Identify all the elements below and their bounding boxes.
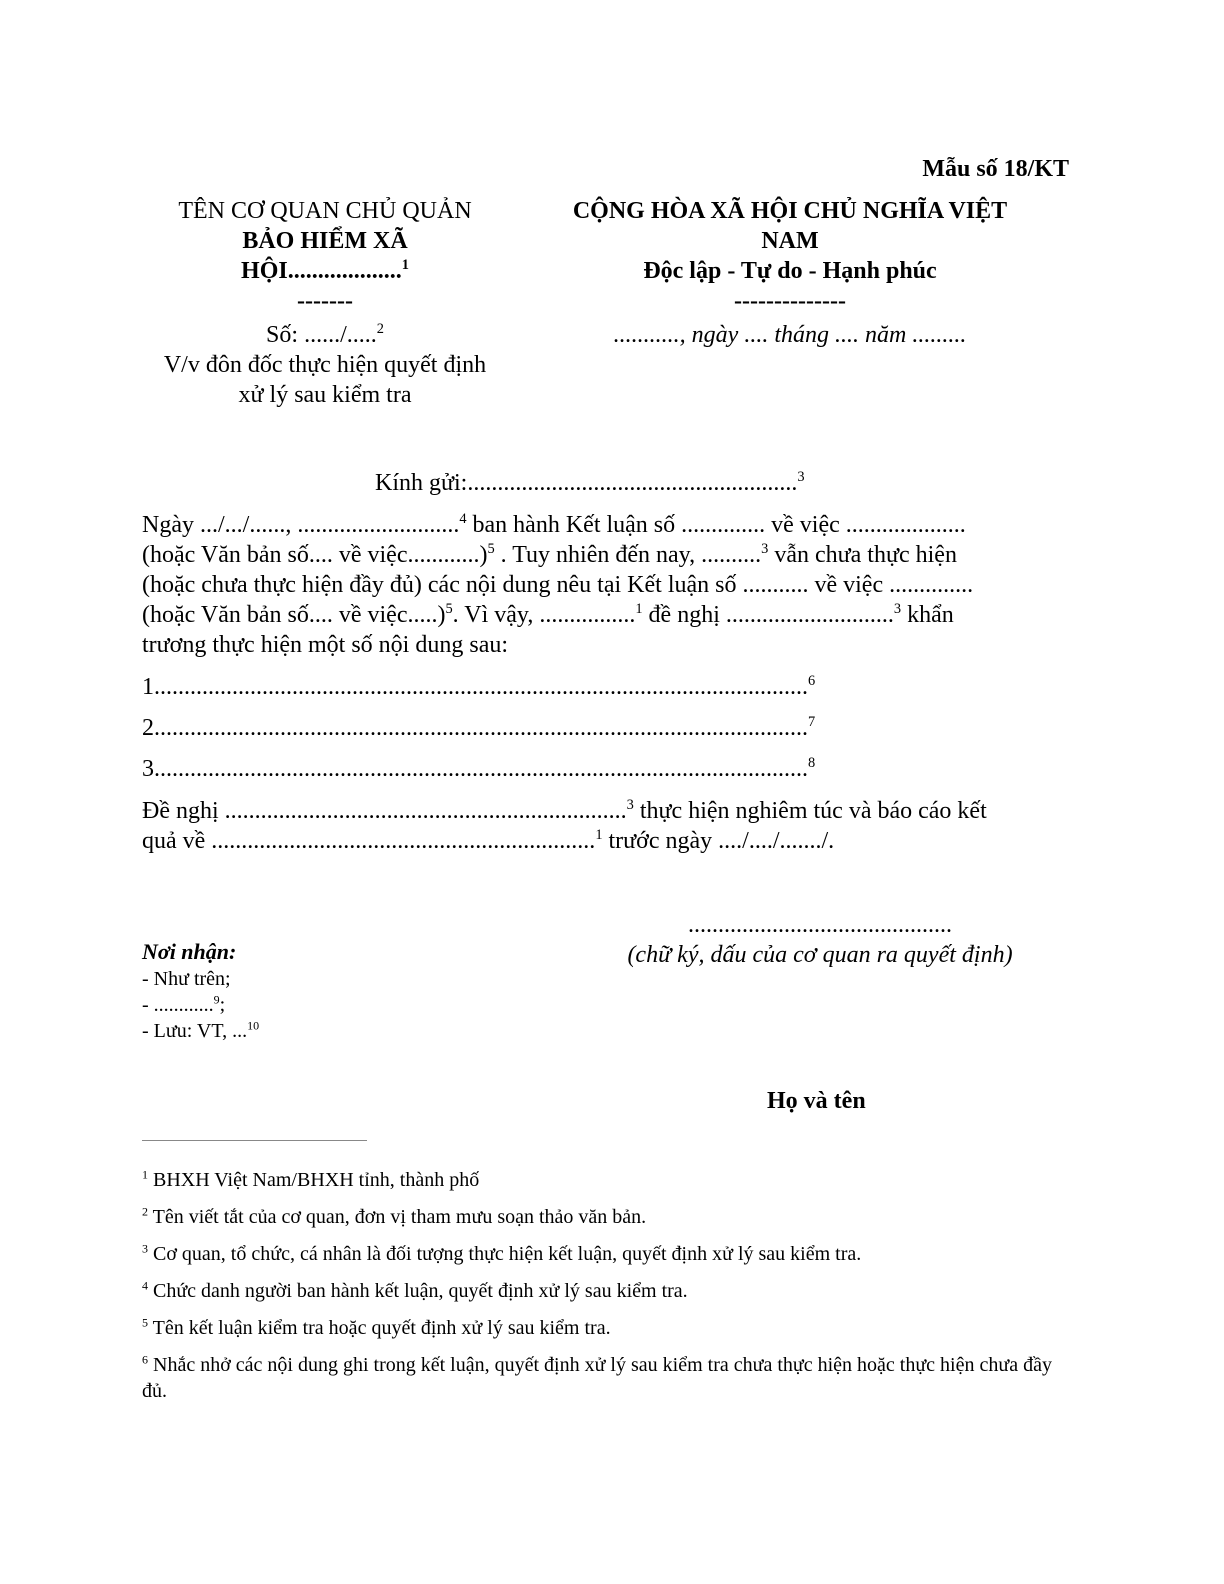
body-line-2: (hoặc Văn bản số.... về việc............)$^5$ . Tuy nhiên đến nay, ..........$^3$ vẫn chưa thực hiện: [142, 541, 957, 568]
country-name-line2: NAM: [761, 228, 819, 254]
signature-dots: ............................................: [688, 912, 952, 938]
form-code: Mẫu số 18/KT: [922, 156, 1069, 182]
signer-name: Họ và tên: [767, 1088, 866, 1114]
list-item-2: 2.............................................................................................................$^7$: [142, 714, 816, 741]
recipients-title: Nơi nhận:: [142, 939, 237, 964]
agency-name-line1: BẢO HIỂM XÃ: [242, 228, 408, 254]
date-line: ..........., ngày .... tháng .... năm .........: [613, 322, 967, 348]
recipient-item: - Như trên;: [142, 968, 231, 990]
body-line-5: trương thực hiện một số nội dung sau:: [142, 632, 509, 658]
recipient-line: Kính gửi:.......................................................$^3$: [375, 469, 805, 496]
body-line-1: Ngày .../.../......, ...........................$^4$ ban hành Kết luận số .............. về việc ....................: [142, 511, 966, 538]
list-item-3: 3.............................................................................................................$^8$: [142, 755, 816, 782]
recipient-item: - ............$^9$;: [142, 992, 226, 1016]
left-header: [140, 196, 510, 410]
footnote-3: $^3$ Cơ quan, tổ chức, cá nhân là đối tượng thực hiện kết luận, quyết định xử lý sau kiểm tra.: [142, 1241, 862, 1265]
footnote-ref: 1: [401, 257, 409, 273]
subject-line2: xử lý sau kiểm tra: [238, 382, 412, 408]
footnote-ref: 2: [376, 321, 384, 337]
document-number: Số: ....../.....$^2$: [266, 321, 384, 348]
signature-caption: (chữ ký, dấu của cơ quan ra quyết định): [627, 942, 1013, 968]
agency-parent: TÊN CƠ QUAN CHỦ QUẢN: [178, 198, 472, 224]
subject-line1: V/v đôn đốc thực hiện quyết định: [163, 352, 487, 378]
request-line-2: quả về ................................................................$^1$ trước ngày ..../..../......./.: [142, 827, 835, 854]
signature-block: [600, 910, 1040, 970]
footnote-2: $^2$ Tên viết tắt của cơ quan, đơn vị tham mưu soạn thảo văn bản.: [142, 1204, 647, 1228]
request-line-1: Đề nghị ...................................................................$^3$ thực hiện nghiêm túc và báo cáo kết: [142, 797, 987, 824]
motto: Độc lập - Tự do - Hạnh phúc: [643, 258, 937, 284]
footnote-ref: 3: [797, 469, 805, 485]
left-separator: -------: [297, 288, 353, 314]
agency-name-line2: HỘI...................$^1$: [241, 257, 409, 284]
footnote-4: $^4$ Chức danh người ban hành kết luận, quyết định xử lý sau kiểm tra.: [142, 1278, 688, 1302]
country-name-line1: CỘNG HÒA XÃ HỘI CHỦ NGHĨA VIỆT: [572, 198, 1008, 224]
body-line-3: (hoặc chưa thực hiện đầy đủ) các nội dung nêu tại Kết luận số ........... về việc ..............: [142, 572, 974, 598]
footnote-separator: [142, 1140, 367, 1141]
footnote-6: $^6$ Nhắc nhở các nội dung ghi trong kết luận, quyết định xử lý sau kiểm tra chưa thực hiện hoặc thực hiện chưa đầy đủ.: [142, 1352, 1052, 1402]
footnote-5: $^5$ Tên kết luận kiểm tra hoặc quyết định xử lý sau kiểm tra.: [142, 1315, 611, 1339]
right-separator: --------------: [734, 288, 846, 314]
footnote-1: $^1$ BHXH Việt Nam/BHXH tỉnh, thành phố: [142, 1167, 480, 1191]
right-header: [545, 196, 1035, 350]
body-line-4: (hoặc Văn bản số.... về việc.....)$^5$. Vì vậy, ................$^1$ đề nghị ............................$^3$ khẩn: [142, 601, 954, 628]
recipients-list: [142, 938, 259, 1044]
recipient-item: - Lưu: VT, ...$^{10}$: [142, 1018, 260, 1042]
list-item-1: 1.............................................................................................................$^6$: [142, 673, 816, 700]
